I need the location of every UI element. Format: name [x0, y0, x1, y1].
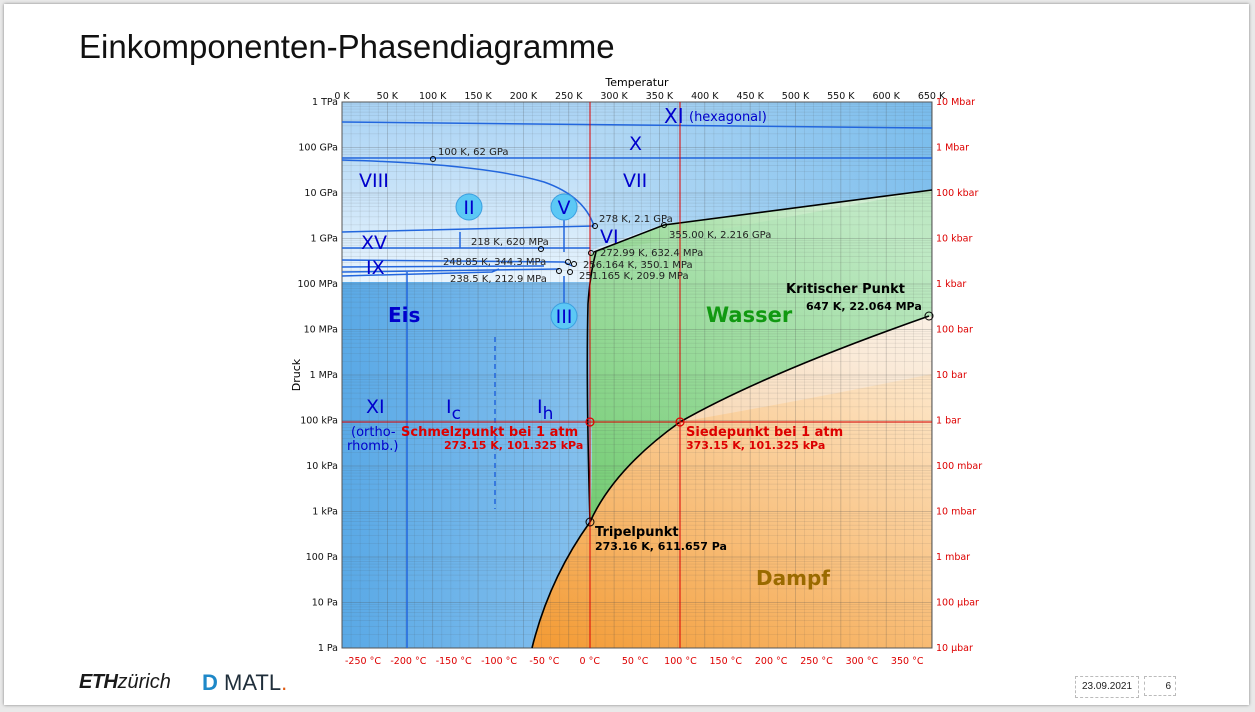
label-vii: VII — [623, 170, 648, 192]
label-ortho-1: (ortho- — [351, 425, 396, 440]
page-number: 6 — [1144, 676, 1176, 696]
left-tick-label: 1 MPa — [309, 370, 338, 381]
label-v: V — [557, 197, 571, 219]
slide-title: Einkomponenten-Phasendiagramme — [79, 28, 615, 65]
critical-point-title: Kritischer Punkt — [786, 282, 905, 297]
label-wasser: Wasser — [706, 303, 793, 327]
left-tick-label: 1 kPa — [312, 506, 338, 518]
bottom-tick-label: 50 °C — [621, 656, 649, 667]
top-tick-label: 150 K — [464, 91, 492, 102]
critical-point-value: 647 K, 22.064 MPa — [806, 300, 922, 313]
right-tick-label: 100 mbar — [936, 461, 983, 472]
bottom-tick-label: -150 °C — [435, 656, 472, 667]
melting-point-title: Schmelzpunkt bei 1 atm — [401, 425, 579, 440]
left-tick-label: 100 Pa — [305, 552, 338, 563]
right-tick-label: 100 kbar — [936, 188, 979, 199]
slide-date: 23.09.2021 — [1075, 676, 1139, 698]
label-xi-hex-note: (hexagonal) — [689, 110, 767, 125]
top-tick-label: 300 K — [600, 91, 628, 102]
right-axis-ticks — [936, 97, 982, 654]
point-248k: 248.85 K, 344.3 MPa — [443, 257, 547, 268]
right-tick-label: 1 kbar — [936, 279, 967, 290]
top-tick-label: 400 K — [691, 91, 719, 102]
left-tick-label: 10 GPa — [304, 188, 338, 199]
label-ic: Ic — [446, 396, 461, 424]
right-tick-label: 1 Mbar — [936, 142, 970, 154]
right-tick-label: 100 bar — [936, 324, 973, 336]
left-tick-label: 10 MPa — [303, 324, 338, 336]
top-tick-label: 0 K — [334, 91, 350, 102]
point-355k: 355.00 K, 2.216 GPa — [669, 230, 772, 241]
triple-point-title: Tripelpunkt — [595, 525, 679, 540]
melting-point-value: 273.15 K, 101.325 kPa — [444, 439, 584, 452]
label-viii: VIII — [359, 170, 389, 192]
label-ortho-2: rhomb.) — [347, 439, 399, 454]
bottom-tick-label: 0 °C — [579, 656, 600, 667]
label-eis: Eis — [388, 303, 421, 327]
label-xv: XV — [361, 232, 388, 254]
top-tick-label: 650 K — [917, 91, 946, 102]
bottom-tick-label: -50 °C — [529, 656, 560, 667]
left-axis-label: Druck — [290, 358, 303, 392]
bottom-tick-label: 300 °C — [845, 656, 879, 667]
point-100k: 100 K, 62 GPa — [438, 147, 509, 158]
bottom-tick-label: -200 °C — [390, 656, 427, 667]
left-tick-label: 100 MPa — [297, 279, 338, 290]
top-axis-ticks — [334, 91, 946, 102]
left-tick-label: 10 Pa — [311, 597, 338, 609]
right-tick-label: 10 Mbar — [936, 97, 976, 108]
bottom-tick-label: -100 °C — [481, 656, 518, 667]
bottom-tick-label: 100 °C — [664, 656, 697, 667]
bottom-tick-label: -250 °C — [345, 656, 381, 667]
left-tick-label: 1 GPa — [310, 233, 338, 245]
bottom-tick-label: 250 °C — [800, 656, 833, 667]
phase-diagram — [4, 4, 1249, 705]
top-tick-label: 350 K — [645, 91, 674, 102]
bottom-tick-label: 150 °C — [709, 656, 743, 667]
right-tick-label: 100 µbar — [936, 597, 979, 609]
point-272k: 272.99 K, 632.4 MPa — [600, 248, 704, 259]
slide — [4, 4, 1249, 705]
label-xi-ortho: XI — [366, 396, 385, 418]
right-tick-label: 10 bar — [936, 370, 967, 381]
point-218k: 218 K, 620 MPa — [471, 237, 549, 248]
top-tick-label: 500 K — [781, 91, 810, 102]
label-xi-hex: XI — [664, 104, 684, 128]
top-tick-label: 100 K — [419, 91, 447, 102]
label-ii: II — [463, 197, 475, 219]
bottom-tick-label: 200 °C — [754, 656, 788, 667]
point-251k: 251.165 K, 209.9 MPa — [579, 271, 689, 282]
label-vi: VI — [600, 226, 619, 248]
label-x: X — [629, 133, 643, 155]
bottom-tick-label: 350 °C — [890, 656, 924, 667]
right-tick-label: 10 kbar — [936, 233, 973, 245]
label-iii: III — [555, 306, 573, 328]
label-ix: IX — [366, 257, 385, 279]
top-tick-label: 550 K — [827, 91, 855, 102]
label-dampf: Dampf — [756, 566, 830, 590]
bottom-axis-ticks — [345, 656, 924, 667]
label-ih: Ih — [537, 396, 554, 424]
left-tick-label: 10 kPa — [306, 461, 338, 472]
triple-point-value: 273.16 K, 611.657 Pa — [595, 540, 727, 553]
right-tick-label: 1 bar — [936, 415, 961, 427]
boiling-point-title: Siedepunkt bei 1 atm — [686, 425, 844, 440]
top-tick-label: 50 K — [376, 91, 399, 102]
left-tick-label: 1 TPa — [312, 97, 338, 108]
point-278k: 278 K, 2.1 GPa — [599, 214, 673, 225]
left-tick-label: 100 kPa — [300, 415, 338, 427]
left-tick-label: 1 Pa — [317, 643, 338, 654]
dmatl-logo: D MATL. — [202, 670, 288, 695]
left-tick-label: 100 GPa — [298, 142, 338, 154]
top-tick-label: 200 K — [509, 91, 538, 102]
boiling-point-value: 373.15 K, 101.325 kPa — [686, 439, 826, 452]
point-256k: 256.164 K, 350.1 MPa — [583, 260, 693, 271]
top-axis-label: Temperatur — [605, 76, 669, 89]
top-tick-label: 450 K — [736, 91, 764, 102]
top-tick-label: 250 K — [555, 91, 583, 102]
eth-logo: ETHzürich — [79, 671, 171, 693]
right-tick-label: 1 mbar — [936, 552, 971, 563]
point-238k: 238.5 K, 212.9 MPa — [450, 274, 547, 285]
top-tick-label: 600 K — [872, 91, 900, 102]
left-axis-ticks — [298, 97, 338, 654]
right-tick-label: 10 mbar — [936, 506, 977, 518]
right-tick-label: 10 µbar — [936, 643, 973, 654]
